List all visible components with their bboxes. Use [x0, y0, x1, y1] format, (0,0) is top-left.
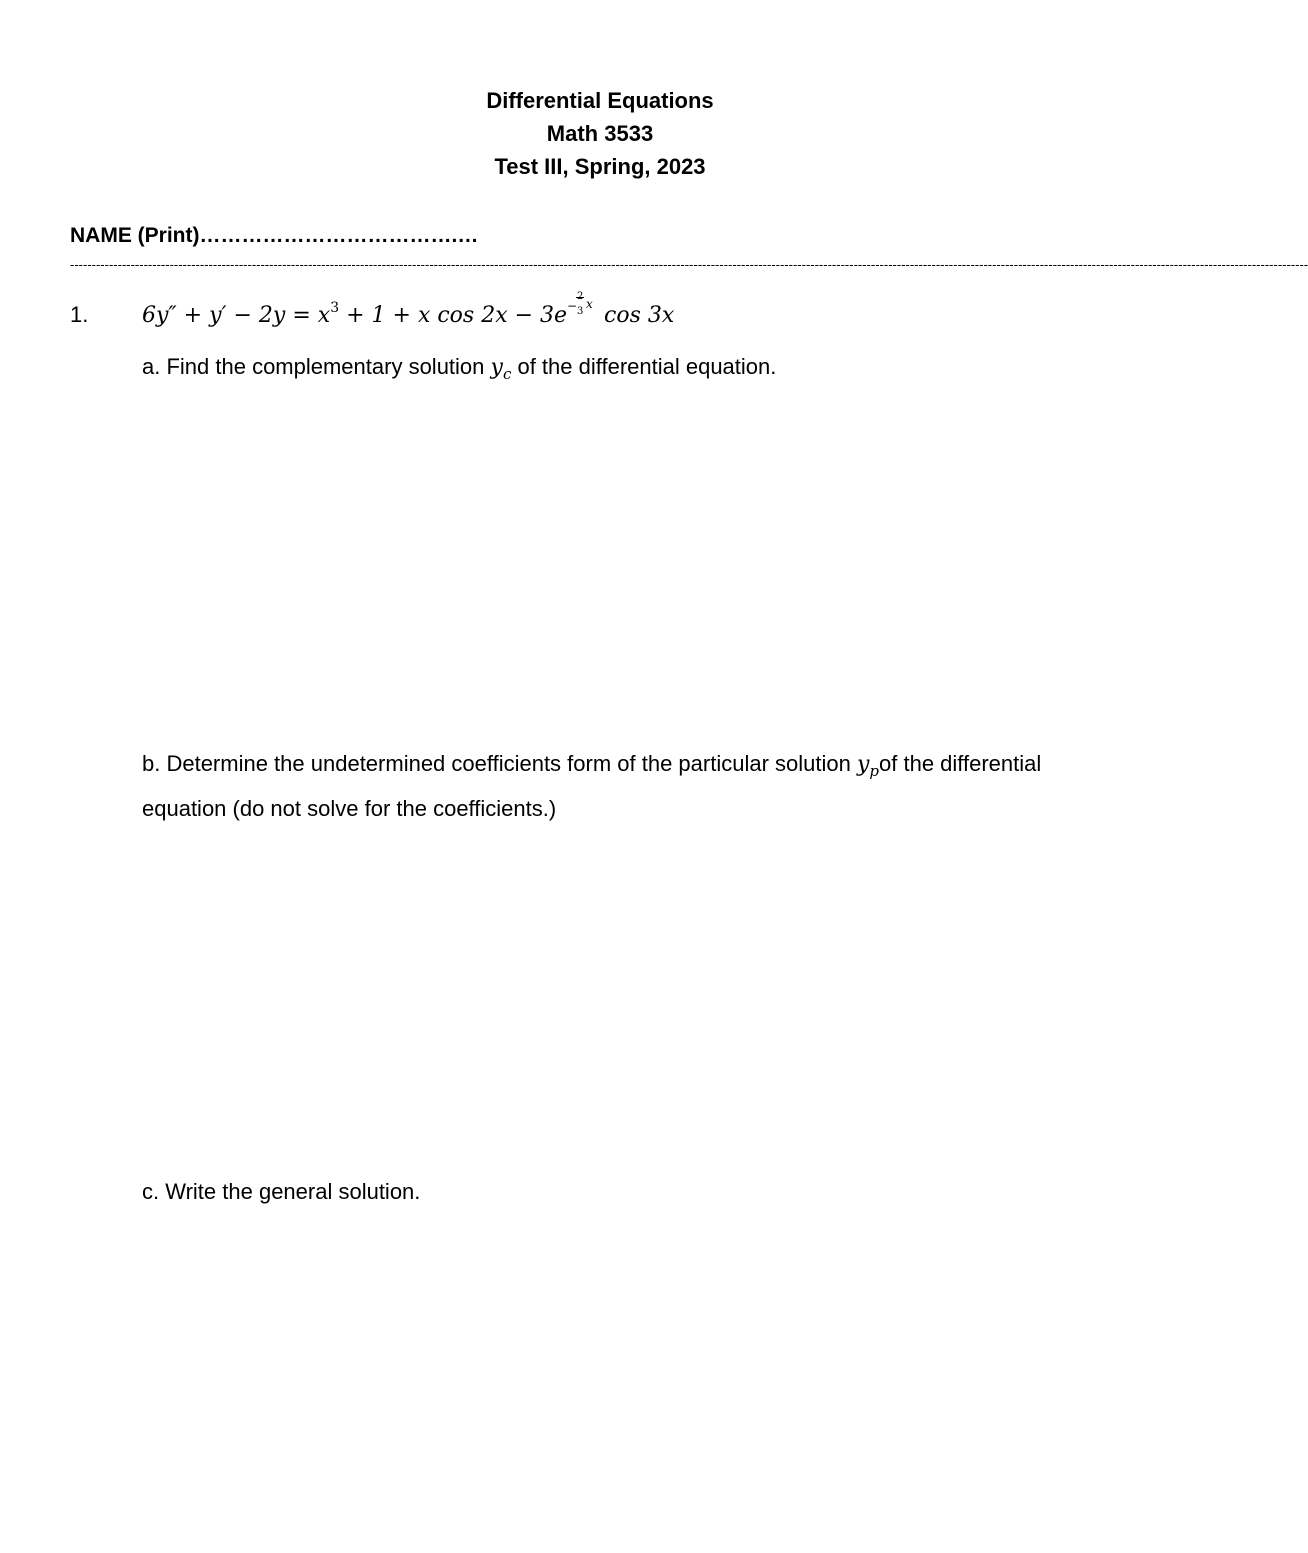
equation-lhs: 6y″ + y′ − 2y = — [142, 303, 318, 328]
part-b-text: b. Determine the undetermined coefficients form of the particular solution — [142, 751, 857, 776]
part-a-variable: y — [490, 355, 503, 380]
exponent-denominator: 3 — [577, 306, 584, 317]
part-a-subscript: c — [502, 365, 512, 383]
part-a-text: a. Find the complementary solution — [142, 354, 491, 379]
exponent-fraction — [567, 290, 597, 317]
exponent-variable: x — [586, 297, 593, 311]
part-a-text-end: of the differential equation. — [511, 354, 777, 379]
equation-tail: cos 3x — [597, 303, 675, 328]
equation-middle: + 1 + x cos 2x − 3e — [339, 303, 568, 328]
exponent-sign: − — [567, 299, 578, 313]
course-title: Differential Equations — [486, 88, 714, 113]
part-b-subscript: p — [869, 762, 880, 780]
part-b-variable: y — [856, 752, 870, 777]
part-a-prompt — [142, 348, 1092, 393]
name-field-label: NAME (Print)……………………………….… — [70, 224, 479, 247]
equation-term-x: x — [317, 303, 331, 328]
equation-exponent: 3 — [330, 300, 340, 316]
part-b-prompt — [142, 745, 1092, 828]
test-title: Test III, Spring, 2023 — [494, 154, 706, 179]
question-equation — [142, 290, 674, 332]
separator-line: ---------------------------------------------------------------------------------------------------------------------------------------------------------------------------------------------------------------------------------------------------------------------------------------------- — [70, 257, 1308, 272]
question-number: 1. — [70, 302, 89, 327]
part-c-prompt: c. Write the general solution. — [142, 1179, 421, 1204]
part-b-text-end: of the differential equation (do not solve for the coefficients.) — [142, 751, 1042, 821]
course-code: Math 3533 — [546, 121, 654, 146]
